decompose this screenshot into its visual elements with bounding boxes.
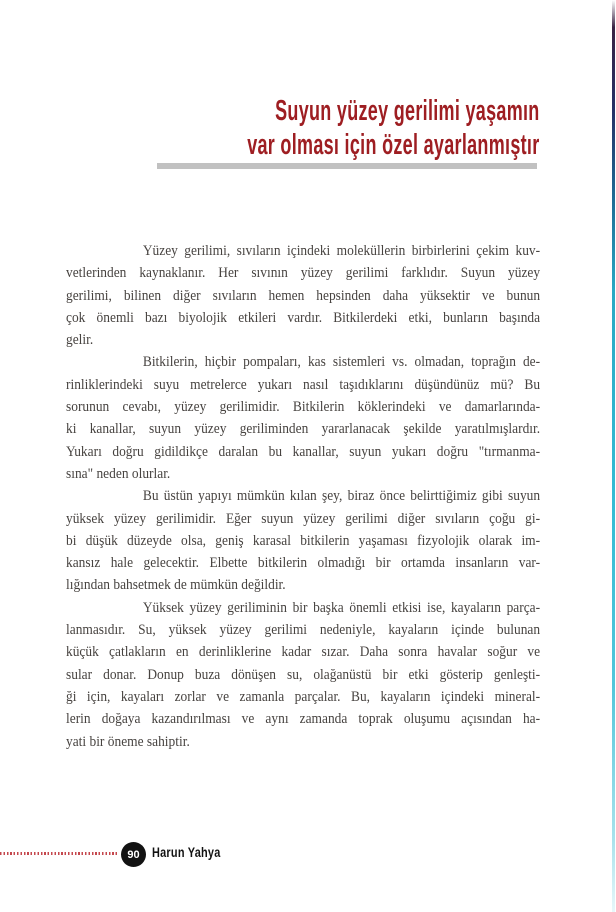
title-underline-bar	[157, 163, 537, 169]
page-number-badge	[121, 842, 146, 867]
text-line: lanmasıdır. Su, yüksek yüzey gerilimi nedeniyle, kayaların içinde bulunan	[66, 622, 541, 639]
text-line: sular donar. Donup buza dönüşen su, olağanüstü bir etki gösterip genleşti-	[66, 666, 541, 683]
text-line: ği için, kayaları zorlar ve zamanla parçalar. Bu, kayaların içindeki mineral-	[66, 688, 541, 705]
chapter-title-line2	[60, 128, 540, 162]
text-line: kansız hale gelecektir. Elbette bitkilerin olmadığı bir ortamda insanların var-	[66, 555, 541, 572]
text-line: rinliklerindeki suyu metrelerce yukarı nasıl taşıdıklarını düşündünüz mü? Bu	[66, 376, 541, 393]
text-line: sorunun cevabı, yüzey gerilimidir. Bitkilerin köklerindeki ve damarlarında-	[66, 399, 541, 416]
text-line: Yukarı doğru gidildikçe daralan bu kanallar, suyun yukarı doğru "tırmanma-	[66, 443, 541, 460]
text-line: küçük çatlakların en derinliklerine kadar sızar. Daha sonra havalar soğur ve	[66, 644, 541, 661]
chapter-title-line2-text: var olması için özel ayarlanmıştır	[247, 129, 540, 161]
text-line: Yüzey gerilimi, sıvıların içindeki moleküllerin birbirlerini çekim kuv-	[142, 243, 541, 259]
text-line: bi düşük düzeyde olsa, geniş karasal bitkilerin yaşaması fizyolojik olarak im-	[66, 532, 541, 549]
text-line: Yüksek yüzey geriliminin bir başka önemli etkisi ise, kayaların parça-	[142, 599, 541, 616]
text-line: gelir.	[66, 332, 94, 349]
chapter-title	[60, 94, 540, 162]
text-line: yati bir öneme sahiptir.	[66, 733, 190, 750]
text-line: gerilimi, bilinen diğer sıvıların hemen hepsinden daha yüksektir ve bunun	[66, 287, 541, 304]
scan-edge-strip	[612, 0, 615, 912]
body-text	[66, 240, 540, 753]
text-line: çok önemli bazı biyolojik etkileri vardır. Bitkilerdeki etki, bunların başında	[66, 309, 541, 326]
chapter-title-line1	[60, 94, 540, 128]
footer-dotted-line	[0, 852, 119, 855]
text-line: lığından bahsetmek de mümkün değildir.	[66, 577, 286, 594]
page-number: 90	[127, 848, 140, 861]
text-line: lerin doğaya kazandırılması ve aynı zamanda toprak oluşumu açısından ha-	[66, 711, 541, 728]
author-name: Harun Yahya	[152, 844, 221, 860]
text-line: yüksek yüzey gerilimidir. Eğer suyun yüzey gerilimi diğer sıvıların çoğu gi-	[66, 510, 541, 527]
text-line: Bu üstün yapıyı mümkün kılan şey, biraz önce belirttiğimiz gibi suyun	[142, 488, 541, 505]
text-line: ki kanallar, suyun yüzey geriliminden yararlanacak şekilde yaratılmışlardır.	[66, 421, 541, 438]
text-line: sına" neden olurlar.	[66, 465, 171, 482]
text-line: vetlerinden kaynaklanır. Her sıvının yüzey gerilimi farklıdır. Suyun yüzey	[66, 265, 541, 282]
chapter-title-line1-text: Suyun yüzey gerilimi yaşamın	[275, 95, 540, 127]
text-line: Bitkilerin, hiçbir pompaları, kas sistemleri vs. olmadan, toprağın de-	[142, 354, 541, 371]
